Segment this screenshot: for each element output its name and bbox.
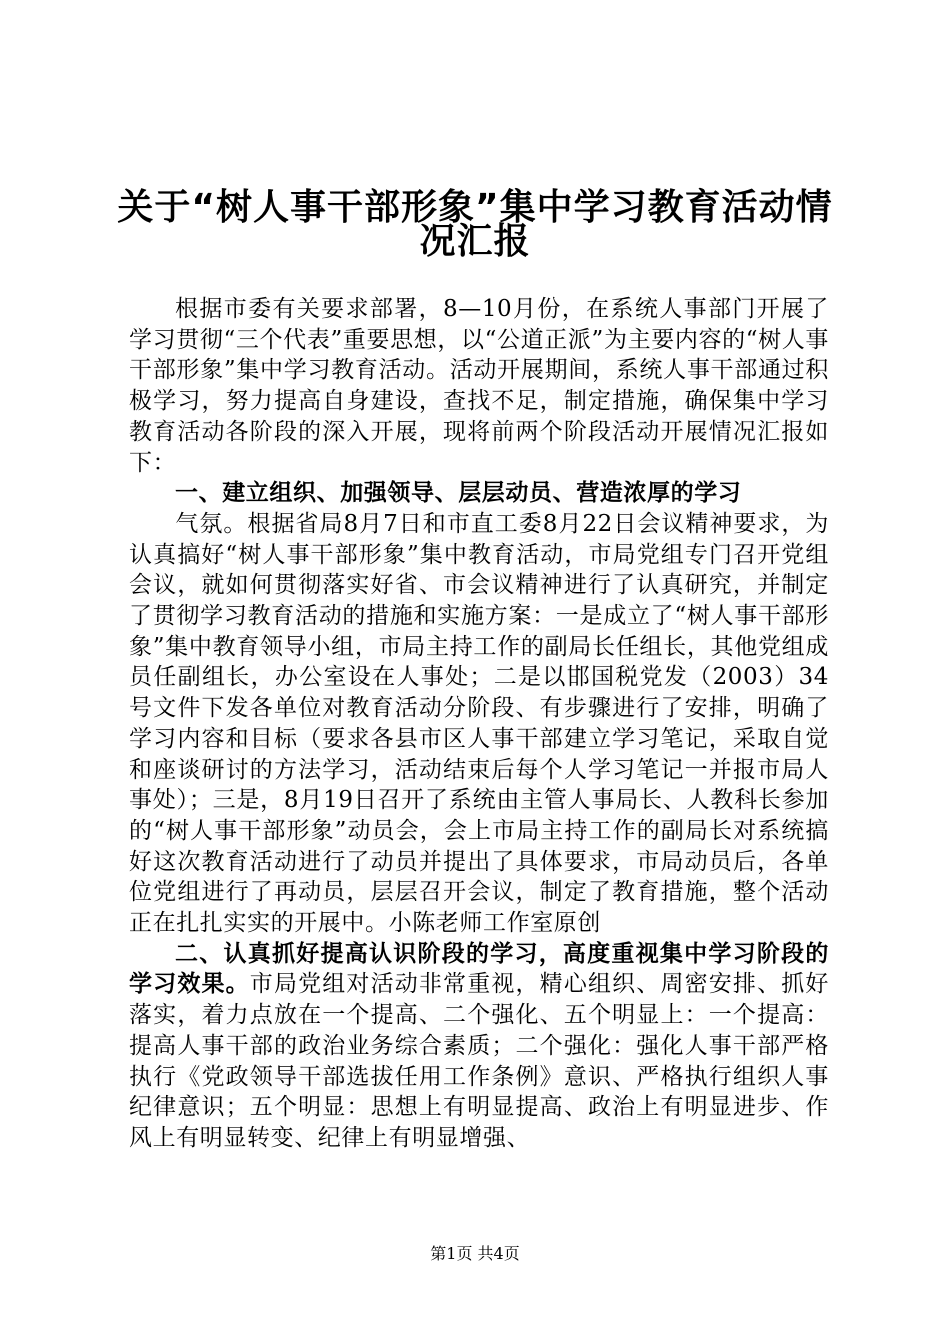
paragraph-section-2: [129, 939, 829, 1154]
document-body: [129, 294, 829, 1154]
paragraph-intro: 根据市委有关要求部署，8—10月份，在系统人事部门开展了学习贯彻“三个代表”重要思想，以“公道正派”为主要内容的“树人事干部形象”集中学习教育活动。活动开展期间，系统人事干部通过积极学习，努力提高自身建设，查找不足，制定措施，确保集中学习教育活动各阶段的深入开展，现将前两个阶段活动开展情况汇报如下：: [129, 296, 829, 476]
document-title-line-1: 关于“树人事干部形象”集中学习教育活动情: [117, 187, 833, 228]
document-title-line-2: 况汇报: [419, 221, 531, 262]
page-footer: 第1页 共4页: [430, 1244, 520, 1263]
paragraph-section-2-text: 市局党组对活动非常重视，精心组织、周密安排、抓好落实，着力点放在一个提高、二个强化、五个明显上：一个提高：提高人事干部的政治业务综合素质；二个强化：强化人事干部严格执行《党政领导干部选拔任用工作条例》意识、严格执行组织人事纪律意识；五个明显：思想上有明显提高、政治上有明显进步、作风上有明显转变、纪律上有明显增强、: [129, 971, 830, 1151]
section-heading-2: 二、认真抓好提高认识阶段的学习，高度重视集中学习阶段的学习效果。: [129, 940, 829, 998]
section-heading-1: 一、建立组织、加强领导、层层动员、营造浓厚的学习: [175, 480, 742, 507]
paragraph-section-1-text: 气氛。根据省局8月7日和市直工委8月22日会议精神要求，为认真搞好“树人事干部形象”集中教育活动，市局党组专门召开党组会议，就如何贯彻落实好省、市会议精神进行了认真研究，并制定了贯彻学习教育活动的措施和实施方案：一是成立了“树人事干部形象”集中教育领导小组，市局主持工作的副局长任组长，其他党组成员任副组长，办公室设在人事处；二是以邯国税党发（2003）34号文件下发各单位对教育活动分阶段、有步骤进行了安排，明确了学习内容和目标（要求各县市区人事干部建立学习笔记，采取自觉和座谈研讨的方法学习，活动结束后每个人学习笔记一并报市局人事处）；三是，8月19日召开了系统由主管人事局长、人教科长参加的“树人事干部形象”动员会，会上市局主持工作的副局长对系统搞好这次教育活动进行了动员并提出了具体要求，市局动员后，各单位党组进行了再动员，层层召开会议，制定了教育措施，整个活动正在扎扎实实的开展中。小陈老师工作室原创: [129, 510, 829, 937]
paragraph-section-1: [129, 509, 829, 939]
